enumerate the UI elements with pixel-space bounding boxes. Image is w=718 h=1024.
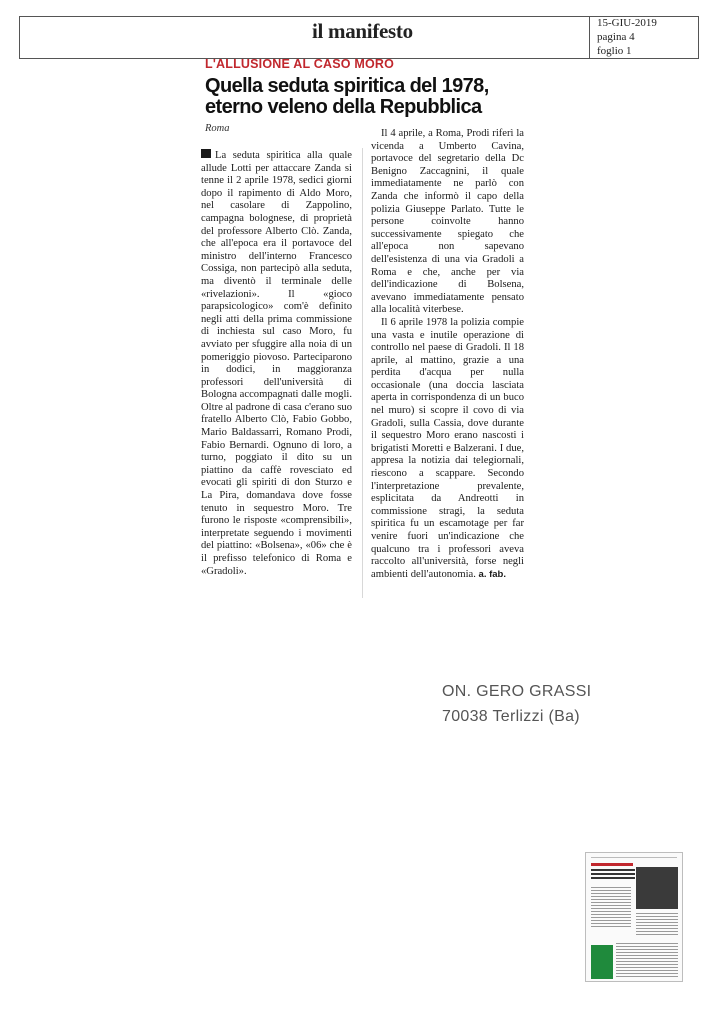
- article-column-1: [201, 149, 352, 578]
- thumbnail-text-block: [616, 943, 678, 979]
- article-dateline: Roma: [205, 123, 230, 134]
- header-page-number: pagina 4: [597, 31, 635, 43]
- thumbnail-text-block: [591, 887, 631, 927]
- headline-line-1: Quella seduta spiritica del 1978,: [205, 75, 489, 97]
- stamp-name: ON. GERO GRASSI: [442, 683, 592, 700]
- lead-marker-icon: [201, 149, 211, 158]
- author-signature: a. fab.: [478, 568, 506, 580]
- masthead-title: il manifesto: [312, 19, 413, 43]
- header-divider: [589, 16, 590, 59]
- article-column-2: [371, 128, 524, 581]
- thumbnail-text-block: [636, 913, 678, 937]
- paragraph: [371, 317, 524, 581]
- thumbnail-rule: [591, 857, 677, 858]
- paragraph: Il 4 aprile, a Roma, Prodi riferì la vicenda a Umberto Cavina, portavoce del segretario della Dc Benigno Zaccagnini, il quale immediatamente ne parlò con Zanda che informò il capo della polizia Giuseppe Parlato. Tutte le persone coinvolte hanno successivamente spiegato che all'epoca non sapevano dell'esistenza di una via Gradoli a Roma e che, anche per via dell'indicazione di Bolsena, avevano immediatamente pensato alla località viterbese.: [371, 128, 524, 316]
- article-headline: [205, 76, 545, 118]
- thumbnail-green-box: [591, 945, 613, 979]
- stamp-address: 70038 Terlizzi (Ba): [442, 708, 580, 725]
- article-kicker: L'ALLUSIONE AL CASO MORO: [205, 57, 395, 71]
- paragraph: [201, 149, 352, 578]
- column-divider: [362, 148, 363, 598]
- header-sheet-number: foglio 1: [597, 45, 632, 57]
- page-thumbnail: [585, 852, 683, 982]
- headline-line-2: eterno veleno della Repubblica: [205, 96, 482, 118]
- thumbnail-photo: [636, 867, 678, 909]
- thumbnail-kicker: [591, 863, 633, 866]
- header-date: 15-GIU-2019: [597, 17, 657, 29]
- paragraph-text: La seduta spiritica alla quale allude Lotti per attaccare Zanda si tenne il 2 aprile 1978, sedici giorni dopo il rapimento di Aldo Moro, nel casolare di Zappolino, campagna bolognese, di proprietà del professore Alberto Clò. Zanda, che all'epoca era il portavoce del ministro dell'interno Francesco Cossiga, non partecipò alla seduta, ma diventò il terminale delle «rivelazioni». Il «gioco parapsicologico» com'è definito negli atti della prima commissione di inchiesta sul caso Moro, fu avviato per sfuggire alla noia di un pomeriggio piovoso. Parteciparono in dodici, in maggioranza professori dell'università di Bologna accompagnati dalle mogli. Oltre al padrone di casa c'erano suo fratello Alberto Clò, Fabio Gobbo, Mario Baldassarri, Romano Prodi, Fabio Bernardi. Ognuno di loro, a turno, poggiato il dito su un piattino da caffè rovesciato ed evocati gli spiriti di don Sturzo e La Pira, domandava dove fosse tenuto in sequestro Moro. Tre furono le risposte «comprensibili», interpretate seguendo i movimenti del piattino: «Bolsena», «06» che è il prefisso telefonico di Roma e «Gradoli».: [201, 150, 352, 577]
- paragraph-text: Il 6 aprile 1978 la polizia compie una vasta e inutile operazione di controllo nel paese di Gradoli. Il 18 aprile, al mattino, grazie a una perdita d'acqua per nulla occasionale (una doccia lasciata aperta in corrispondenza di un buco nel muro) si scopre il covo di via Gradoli, sulla Cassia, dove durante il sequestro Moro erano nascosti i brigatisti Moretti e Balzerani. I due, appresa la notizia dai telegiornali, riescono a scappare. Secondo l'interpretazione prevalente, esplicitata da Andreotti in commissione stragi, la seduta spiritica fu un escamotage per far venire fuori un'indicazione che qualcuno tra i professori aveva raccolto all'università, forse negli ambienti dell'autonomia.: [371, 316, 524, 580]
- thumbnail-headline: [591, 869, 635, 879]
